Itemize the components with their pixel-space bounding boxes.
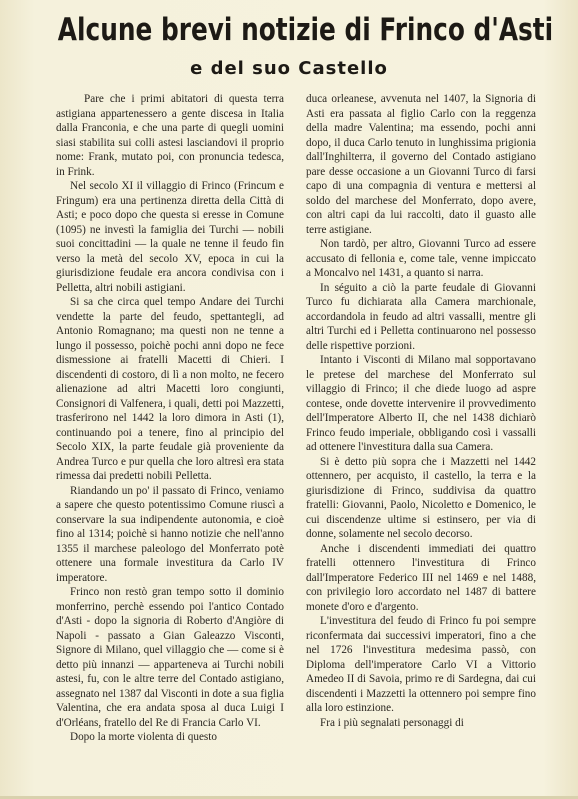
paragraph: duca orleanese, avvenuta nel 1407, la Signoria di Asti era passata al figlio Carlo con la reggenza della madre Valentina; ma essendo, pochi anni dopo, il duca Carlo tenuto in lunghissima prigionia dall'Inghilterra, il governo del Contado astigiano pare desse occasione a un Giovanni Turco di farsi capo di una compagnia di ventura e mettersi al soldo del marchese del Monferrato, dopo avere, con altri capi da lui raccolti, dato il guasto alle terre astigiane. [306,93,536,236]
left-text-column [56,92,284,745]
paragraph: Non tardò, per altro, Giovanni Turco ad essere accusato di fellonia e, come tale, venne impiccato a Moncalvo nel 1431, a quanto si narra. [306,238,536,279]
paragraph: Riandando un po' il passato di Frinco, veniamo a sapere che questo potentissimo Comune riuscì a conservare la sua indipendente autonomia, e cioè fino al 1314; poichè si hanno notizie che nell'anno 1355 il marchese paleologo del Monferrato potè ottenere una formale investitura da Carlo IV imperatore. [56,484,284,584]
paragraph: Si è detto più sopra che i Mazzetti nel 1442 ottennero, per acquisto, il castello, la terra e la giurisdizione di Frinco, suddivisa da quattro fratelli: Giovanni, Paolo, Nicoletto e Domenico, le cui discendenze ultime si estinsero, per via di donne, solamente nel secolo decorso. [306,455,536,540]
page-subtitle: e del suo Castello [190,58,388,79]
paragraph: L'investitura del feudo di Frinco fu poi sempre riconfermata dai successivi imperatori, fino a che nel 1726 l'investitura medesima passò, con Diploma dell'imperatore Carlo VI a Vittorio Amedeo II di Savoia, primo re di Sardegna, dai cui discendenti i Mazzetti la ottennero poi sempre fino alla loro estinzione. [306,615,536,714]
paragraph: Si sa che circa quel tempo Andare dei Turchi vendette la parte del feudo, spettantegli, ad Antonio Romagnano; ma questi non ne tenne a lungo il possesso, poichè pochi anni dopo ne fece dismessione ai fratelli Macetti di Chieri. I discendenti di costoro, di lì a non molto, ne fecero alienazione ad altri Macetti loro congiunti, Consignori di Valfenera, i quali, detti poi Mazzetti, trasferirono nel 1442 la loro dimora in Asti (1), continuando poi a tenere, fino al principio del Secolo XIX, la parte feudale già proveniente da Andrea Turco e pur quella che loro altresì era stata rimessa dai predetti nobili Pelletta. [56,296,284,482]
paragraph: Intanto i Visconti di Milano mal sopportavano le pretese del marchese del Monferrato sul villaggio di Frinco; il che diede luogo ad aspre contese, onde dovette intervenire il provvedimento dell'Imperatore Alberto II, che nel 1438 dichiarò Frinco feudo imperiale, obbligando così i vassalli ad ottenere l'investitura dalla sua Camera. [306,354,536,453]
page-title: Alcune brevi notizie di Frinco d'Asti [57,12,554,48]
paragraph: Dopo la morte violenta di questo [70,731,217,743]
paragraph: Pare che i primi abitatori di questa terra astigiana appartenessero a gente discesa in Italia dalla Franconia, e che una parte di quegli uomini siasi stabilita sui colli astesi lasciandovi il proprio nome: Frank, mutato poi, con pronuncia tedesca, in Frink. [56,93,284,178]
right-text-column [306,92,536,730]
paragraph: Nel secolo XI il villaggio di Frinco (Frincum e Fringum) era una pertinenza diretta della Città di Asti; e poco dopo che questa si eresse in Comune (1095) ne investì la famiglia dei Turchi — nobili suoi concittadini — la quale ne tenne il feudo fin verso la metà del secolo XV, epoca in cui la giurisdizione feudale era ancora condivisa con i Pelletta, altri nobili astigiani. [56,180,284,294]
paragraph: In séguito a ciò la parte feudale di Giovanni Turco fu dichiarata alla Camera marchionale, accordandola in feudo ad altri vassalli, mentre gli altri Turchi ed i Pelletta continuarono nel possesso delle rispettive porzioni. [306,281,536,352]
paragraph: Frinco non restò gran tempo sotto il dominio monferrino, perchè essendo poi l'antico Contado d'Asti - dopo la signoria di Roberto d'Angiòre di Napoli - passato a Gian Galeazzo Visconti, Signore di Milano, quel villaggio che — come si è detto più innanzi — apparteneva ai Turchi nobili astesi, fu, con le altre terre del Contado astigiano, assegnato nel 1387 dal Visconti in dote a sua figlia Valentina, che era andata sposa al duca Luigi I d'Orléans, fratello del Re di Francia Carlo VI. [56,586,284,729]
paragraph: Anche i discendenti immediati dei quattro fratelli ottennero l'investitura di Frinco dall'Imperatore Federico III nel 1469 e nel 1488, con privilegio loro accordato nel 1487 di battere monete d'oro e d'argento. [306,542,536,613]
paragraph: Fra i più segnalati personaggi di [320,716,464,729]
